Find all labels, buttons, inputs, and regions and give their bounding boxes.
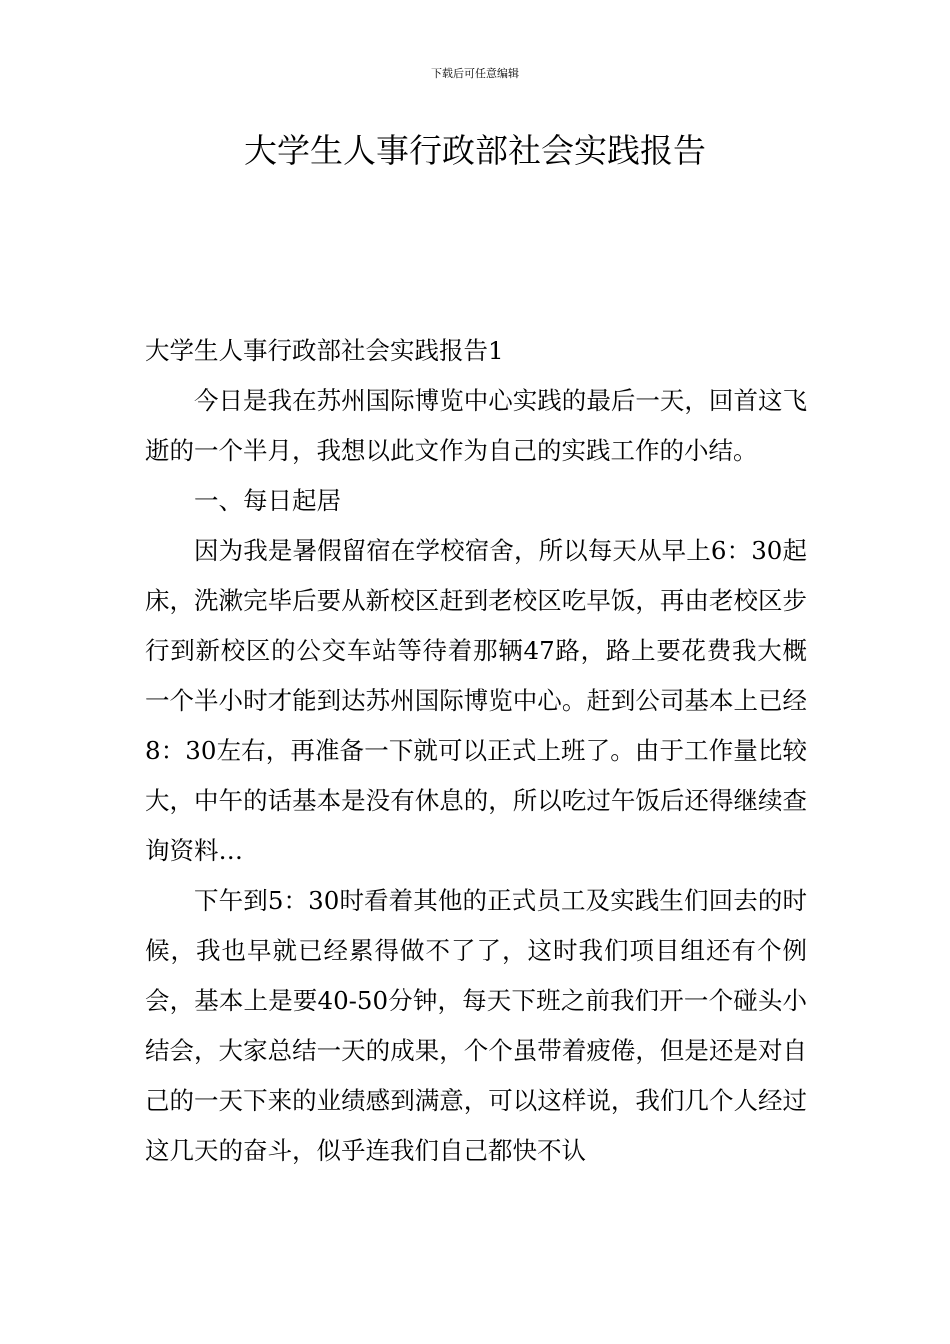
header-note: 下载后可任意编辑 <box>431 67 519 80</box>
document-title: 大学生人事行政部社会实践报告 <box>244 131 706 170</box>
paragraph-morning-routine: 因为我是暑假留宿在学校宿舍，所以每天从早上6：30起床，洗漱完毕后要从新校区赶到老校区吃早饭，再由老校区步行到新校区的公交车站等待着那辆47路，路上要花费我大概一个半小时才能到达苏州国际博览中心。赶到公司基本上已经8：30左右，再准备一下就可以正式上班了。由于工作量比较大，中午的话基本是没有休息的，所以吃过午饭后还得继续查询资料… <box>145 536 807 865</box>
subheading-daily-routine: 一、每日起居 <box>194 486 341 515</box>
paragraph-intro: 今日是我在苏州国际博览中心实践的最后一天，回首这飞逝的一个半月，我想以此文作为自己的实践工作的小结。 <box>145 386 807 465</box>
paragraph-evening-routine: 下午到5：30时看着其他的正式员工及实践生们回去的时候，我也早就已经累得做不了了，这时我们项目组还有个例会，基本上是要40-50分钟，每天下班之前我们开一个碰头小结会，大家总结一天的成果，个个虽带着疲倦，但是还是对自己的一天下来的业绩感到满意，可以这样说，我们几个人经过这几天的奋斗，似乎连我们自己都快不认 <box>145 886 807 1165</box>
section-title: 大学生人事行政部社会实践报告1 <box>145 336 504 365</box>
document-body <box>145 326 807 1176</box>
